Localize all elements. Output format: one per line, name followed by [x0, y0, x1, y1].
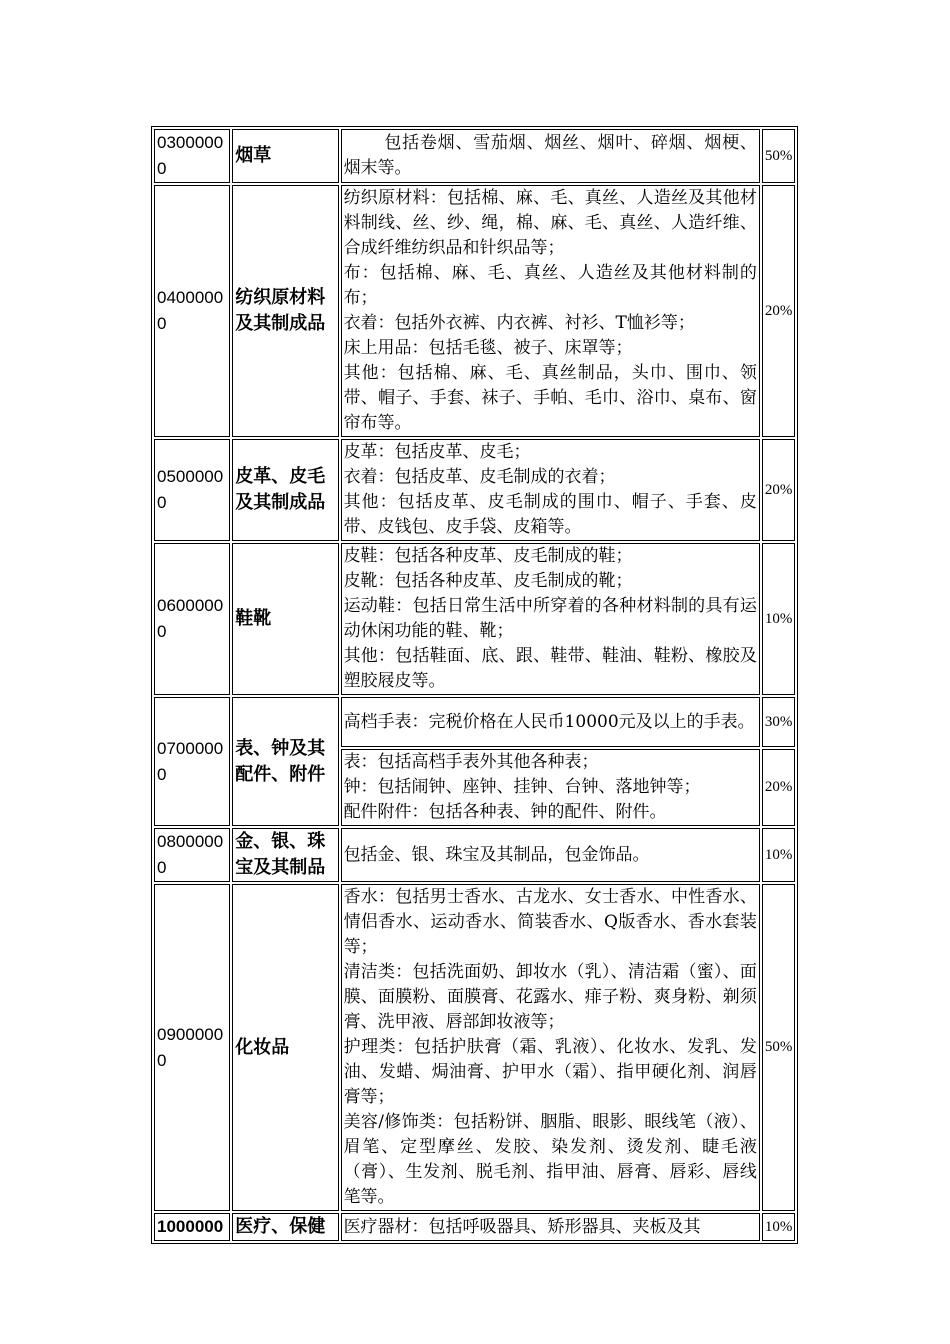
description-line: 其他：包括棉、麻、毛、真丝制品，头巾、围巾、领带、帽子、手套、袜子、手帕、毛巾、浴巾、桌布、窗帘布等。 [343, 363, 757, 433]
tax-rate: 10% [762, 543, 795, 695]
description-line: 高档手表：完税价格在人民币10000元及以上的手表。 [343, 711, 755, 732]
description-line: 皮鞋：包括各种皮革、皮毛制成的鞋； [343, 546, 633, 566]
category-name: 化妆品 [232, 884, 338, 1211]
tax-rate: 20% [762, 749, 795, 826]
description-line: 表：包括高档手表外其他各种表； [343, 752, 599, 772]
category-description [341, 697, 760, 747]
description-line: 其他：包括皮革、皮毛制成的围巾、帽子、手套、皮带、皮钱包、皮手袋、皮箱等。 [343, 492, 757, 537]
tariff-code: 03000000 [154, 129, 230, 183]
category-description [341, 185, 760, 437]
tariff-code: 06000000 [154, 543, 230, 695]
tariff-code: 08000000 [154, 828, 230, 882]
table-row [154, 1213, 795, 1241]
description-line: 布：包括棉、麻、毛、真丝、人造丝及其他材料制的布； [343, 263, 757, 308]
description-line: 清洁类：包括洗面奶、卸妆水（乳）、清洁霜（蜜）、面膜、面膜粉、面膜膏、花露水、痱子粉、爽身粉、剃须膏、洗甲液、唇部卸妆液等； [343, 962, 757, 1032]
category-description [341, 439, 760, 541]
description-line: 包括金、银、珠宝及其制品，包金饰品。 [343, 844, 650, 865]
description-line: 美容/修饰类：包括粉饼、胭脂、眼影、眼线笔（液）、眉笔、定型摩丝、发胶、染发剂、烫发剂、睫毛液（膏）、生发剂、脱毛剂、指甲油、唇膏、唇彩、唇线笔等。 [343, 1112, 757, 1207]
table-row [154, 884, 795, 1211]
table-row [154, 439, 795, 541]
category-description [341, 884, 760, 1211]
tax-rate: 10% [762, 828, 795, 882]
description-line: 皮革：包括皮革、皮毛； [343, 442, 531, 462]
tariff-code: 09000000 [154, 884, 230, 1211]
category-description [341, 828, 760, 882]
category-name: 鞋靴 [232, 543, 338, 695]
category-description [341, 1213, 760, 1241]
category-name: 表、钟及其配件、附件 [232, 697, 338, 826]
description-line: 皮靴：包括各种皮革、皮毛制成的靴； [343, 571, 633, 591]
tax-rate: 20% [762, 439, 795, 541]
description-line: 医疗器材：包括呼吸器具、矫形器具、夹板及其 [343, 1216, 701, 1237]
tariff-table [151, 126, 798, 1244]
tax-rate: 10% [762, 1213, 795, 1241]
category-description [341, 129, 760, 183]
description-line: 香水：包括男士香水、古龙水、女士香水、中性香水、情侣香水、运动香水、简装香水、Q版香水、香水套装等； [343, 887, 757, 957]
tax-rate: 30% [762, 697, 795, 747]
table-row [154, 185, 795, 437]
category-description [341, 749, 760, 826]
description-line: 纺织原材料：包括棉、麻、毛、真丝、人造丝及其他材料制线、丝、纱、绳，棉、麻、毛、真丝、人造纤维、合成纤维纺织品和针织品等； [343, 188, 757, 258]
category-description [341, 543, 760, 695]
tax-rate: 20% [762, 185, 795, 437]
category-name: 皮革、皮毛及其制成品 [232, 439, 338, 541]
description-line: 包括卷烟、雪茄烟、烟丝、烟叶、碎烟、烟梗、烟末等。 [343, 133, 757, 178]
description-line: 运动鞋：包括日常生活中所穿着的各种材料制的具有运动休闲功能的鞋、靴； [343, 596, 757, 641]
description-line: 钟：包括闹钟、座钟、挂钟、台钟、落地钟等； [343, 777, 701, 797]
tariff-code: 1000000 [154, 1213, 230, 1241]
tariff-code: 05000000 [154, 439, 230, 541]
table-row [154, 129, 795, 183]
category-name: 纺织原材料及其制成品 [232, 185, 338, 437]
category-name: 烟草 [232, 129, 338, 183]
category-name: 医疗、保健 [232, 1213, 338, 1241]
description-line: 衣着：包括皮革、皮毛制成的衣着； [343, 467, 616, 487]
table-row [154, 697, 795, 747]
category-name: 金、银、珠宝及其制品 [232, 828, 338, 882]
tax-rate: 50% [762, 129, 795, 183]
tariff-code: 07000000 [154, 697, 230, 826]
table-row [154, 828, 795, 882]
table-row [154, 543, 795, 695]
tax-rate: 50% [762, 884, 795, 1211]
description-line: 床上用品：包括毛毯、被子、床罩等； [343, 338, 633, 358]
description-line: 护理类：包括护肤膏（霜、乳液）、化妆水、发乳、发油、发蜡、焗油膏、护甲水（霜）、指甲硬化剂、润唇膏等； [343, 1037, 757, 1107]
tariff-code: 04000000 [154, 185, 230, 437]
description-line: 配件附件：包括各种表、钟的配件、附件。 [343, 802, 667, 822]
description-line: 衣着：包括外衣裤、内衣裤、衬衫、T恤衫等； [343, 313, 695, 333]
description-line: 其他：包括鞋面、底、跟、鞋带、鞋油、鞋粉、橡胶及塑胶屐皮等。 [343, 646, 757, 691]
